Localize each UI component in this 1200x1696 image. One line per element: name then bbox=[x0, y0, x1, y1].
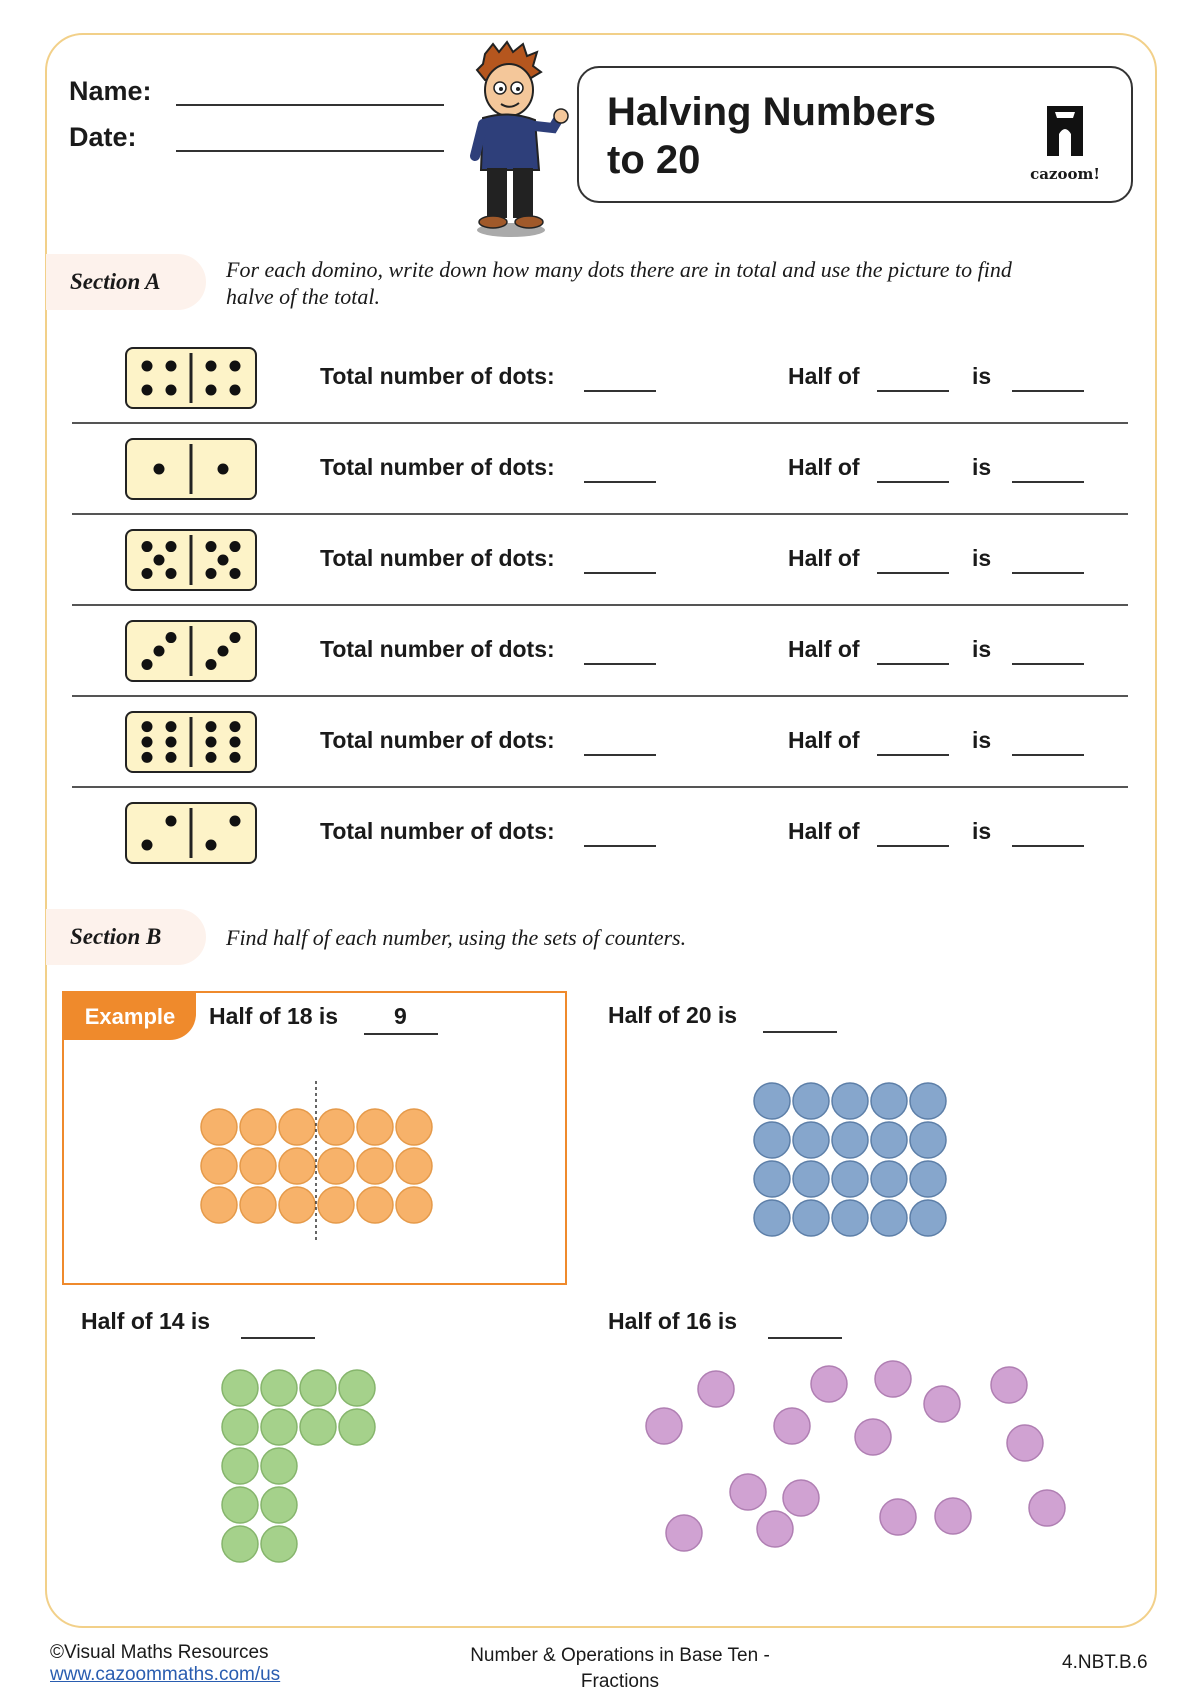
counter-purple bbox=[875, 1361, 911, 1397]
total-dots-answer-field[interactable] bbox=[584, 754, 656, 756]
total-dots-label: Total number of dots: bbox=[320, 727, 555, 753]
domino-row bbox=[72, 331, 1128, 424]
domino bbox=[125, 802, 257, 864]
domino-pip-left bbox=[142, 659, 153, 670]
name-field[interactable] bbox=[176, 104, 444, 106]
counter-purple bbox=[855, 1419, 891, 1455]
section-a-instruction-line-2: halve of the total. bbox=[226, 284, 380, 309]
example-box bbox=[62, 991, 567, 1285]
section-a-instruction bbox=[226, 256, 1012, 310]
domino-pip-left bbox=[166, 737, 177, 748]
worksheet-title bbox=[607, 88, 987, 184]
example-answer: 9 bbox=[394, 1003, 407, 1029]
counter-orange bbox=[318, 1187, 354, 1223]
counter-orange bbox=[201, 1109, 237, 1145]
counter-purple bbox=[730, 1474, 766, 1510]
domino-pip-right bbox=[206, 721, 217, 732]
title-box bbox=[577, 66, 1133, 203]
domino bbox=[125, 529, 257, 591]
counter-orange bbox=[318, 1109, 354, 1145]
half-of-label: Half of bbox=[788, 636, 860, 662]
counter-purple bbox=[924, 1386, 960, 1422]
counter-purple bbox=[935, 1498, 971, 1534]
domino-pip-left bbox=[142, 385, 153, 396]
counter-orange bbox=[279, 1109, 315, 1145]
counters-purple bbox=[600, 1355, 1120, 1595]
counter-purple bbox=[991, 1367, 1027, 1403]
title-line-2: to 20 bbox=[607, 138, 701, 182]
counter-purple bbox=[774, 1408, 810, 1444]
is-label: is bbox=[972, 818, 992, 844]
half-answer-field[interactable] bbox=[1012, 572, 1084, 574]
total-dots-answer-field[interactable] bbox=[584, 572, 656, 574]
counter-orange bbox=[279, 1187, 315, 1223]
domino-pip-left bbox=[166, 361, 177, 372]
counter-orange bbox=[396, 1109, 432, 1145]
logo-text: cazoom! bbox=[1030, 165, 1100, 183]
domino-pip-right bbox=[218, 646, 229, 657]
name-label: Name: bbox=[69, 76, 152, 106]
domino-pip-left bbox=[142, 568, 153, 579]
topic-line-2: Fractions bbox=[580, 1671, 660, 1692]
domino-pip-right bbox=[206, 385, 217, 396]
domino-pip-right bbox=[230, 632, 241, 643]
section-b-instruction: Find half of each number, using the sets of counters. bbox=[226, 925, 687, 950]
total-dots-answer-field[interactable] bbox=[584, 390, 656, 392]
domino-pip-right bbox=[230, 752, 241, 763]
counter-orange bbox=[201, 1148, 237, 1184]
counter-blue bbox=[793, 1083, 829, 1119]
is-label: is bbox=[972, 363, 992, 389]
counter-purple bbox=[646, 1408, 682, 1444]
example-question: Half of 18 is bbox=[209, 1003, 339, 1029]
logo-icon bbox=[1043, 104, 1087, 158]
counter-blue bbox=[754, 1083, 790, 1119]
half-of-number-field[interactable] bbox=[877, 572, 949, 574]
counter-orange bbox=[396, 1148, 432, 1184]
domino-pip-right bbox=[218, 555, 229, 566]
domino-pip-right bbox=[230, 721, 241, 732]
domino-pip-left bbox=[166, 568, 177, 579]
counter-green bbox=[222, 1526, 258, 1562]
half-of-label: Half of bbox=[788, 363, 860, 389]
counter-orange bbox=[357, 1187, 393, 1223]
domino-pip-right bbox=[230, 541, 241, 552]
counter-green bbox=[300, 1370, 336, 1406]
counter-green bbox=[300, 1409, 336, 1445]
example-counters bbox=[64, 993, 569, 1287]
counter-orange bbox=[240, 1187, 276, 1223]
counter-blue bbox=[793, 1200, 829, 1236]
total-dots-label: Total number of dots: bbox=[320, 545, 555, 571]
domino-pip-right bbox=[206, 361, 217, 372]
counter-orange bbox=[357, 1148, 393, 1184]
domino-pip-left bbox=[142, 541, 153, 552]
counter-purple bbox=[1029, 1490, 1065, 1526]
half-of-number-field[interactable] bbox=[877, 481, 949, 483]
counter-orange bbox=[240, 1148, 276, 1184]
section-b-tab: Section B bbox=[46, 909, 206, 965]
domino-pip-right bbox=[206, 840, 217, 851]
domino-row bbox=[72, 513, 1128, 606]
total-dots-label: Total number of dots: bbox=[320, 454, 555, 480]
half-of-label: Half of bbox=[788, 454, 860, 480]
total-dots-label: Total number of dots: bbox=[320, 636, 555, 662]
counter-blue bbox=[871, 1083, 907, 1119]
counter-blue bbox=[832, 1122, 868, 1158]
half-of-number-field[interactable] bbox=[877, 390, 949, 392]
domino-row bbox=[72, 786, 1128, 877]
domino bbox=[125, 347, 257, 409]
question-half-of-20: Half of 20 is bbox=[608, 1002, 738, 1028]
is-label: is bbox=[972, 727, 992, 753]
domino-row bbox=[72, 604, 1128, 697]
section-a-tab: Section A bbox=[46, 254, 206, 310]
half-of-label: Half of bbox=[788, 818, 860, 844]
domino-pip-left bbox=[142, 752, 153, 763]
counter-orange bbox=[201, 1187, 237, 1223]
domino-row bbox=[72, 695, 1128, 788]
half-of-label: Half of bbox=[788, 545, 860, 571]
counter-blue bbox=[871, 1200, 907, 1236]
counter-blue bbox=[832, 1200, 868, 1236]
counter-purple bbox=[1007, 1425, 1043, 1461]
counter-green bbox=[222, 1370, 258, 1406]
section-a-instruction-line-1: For each domino, write down how many dots there are in total and use the picture to find bbox=[226, 257, 1012, 282]
domino-pip-right bbox=[230, 385, 241, 396]
counters-blue bbox=[600, 1060, 1120, 1260]
title-line-1: Halving Numbers bbox=[607, 90, 936, 134]
domino-pip-right bbox=[206, 568, 217, 579]
domino-pip-right bbox=[230, 737, 241, 748]
total-dots-answer-field[interactable] bbox=[584, 845, 656, 847]
total-dots-answer-field[interactable] bbox=[584, 663, 656, 665]
copyright-text: ©Visual Maths Resources bbox=[50, 1642, 269, 1663]
domino-pip-right bbox=[230, 816, 241, 827]
counter-orange bbox=[279, 1148, 315, 1184]
answer-field-half-of-16[interactable] bbox=[768, 1337, 842, 1339]
counter-blue bbox=[910, 1083, 946, 1119]
counter-green bbox=[261, 1370, 297, 1406]
counter-green bbox=[339, 1370, 375, 1406]
counter-blue bbox=[871, 1122, 907, 1158]
domino-pip-left bbox=[142, 737, 153, 748]
domino-pip-left bbox=[166, 632, 177, 643]
half-of-number-field[interactable] bbox=[877, 754, 949, 756]
half-answer-field[interactable] bbox=[1012, 754, 1084, 756]
counters-green bbox=[60, 1355, 560, 1605]
cartoon-boy-illustration bbox=[455, 40, 575, 240]
counter-green bbox=[261, 1409, 297, 1445]
domino-pip-left bbox=[166, 385, 177, 396]
counter-purple bbox=[698, 1371, 734, 1407]
date-label: Date: bbox=[69, 122, 137, 152]
counter-purple bbox=[757, 1511, 793, 1547]
domino-pip-right bbox=[218, 464, 229, 475]
half-answer-field[interactable] bbox=[1012, 663, 1084, 665]
date-field[interactable] bbox=[176, 150, 444, 152]
counter-purple bbox=[811, 1366, 847, 1402]
half-of-number-field[interactable] bbox=[877, 845, 949, 847]
counter-orange bbox=[396, 1187, 432, 1223]
counter-purple bbox=[783, 1480, 819, 1516]
counter-green bbox=[261, 1526, 297, 1562]
counter-green bbox=[222, 1409, 258, 1445]
domino-pip-left bbox=[166, 816, 177, 827]
is-label: is bbox=[972, 636, 992, 662]
domino-row bbox=[72, 422, 1128, 515]
domino-pip-left bbox=[154, 646, 165, 657]
counter-blue bbox=[754, 1200, 790, 1236]
domino-pip-left bbox=[142, 721, 153, 732]
total-dots-label: Total number of dots: bbox=[320, 818, 555, 844]
domino-pip-right bbox=[206, 659, 217, 670]
counter-blue bbox=[871, 1161, 907, 1197]
counter-green bbox=[222, 1487, 258, 1523]
half-answer-field[interactable] bbox=[1012, 390, 1084, 392]
counter-orange bbox=[357, 1109, 393, 1145]
standard-code: 4.NBT.B.6 bbox=[1062, 1652, 1148, 1673]
counter-blue bbox=[910, 1200, 946, 1236]
half-answer-field[interactable] bbox=[1012, 845, 1084, 847]
domino-pip-left bbox=[154, 464, 165, 475]
domino-pip-right bbox=[206, 737, 217, 748]
domino-pip-left bbox=[166, 541, 177, 552]
counter-green bbox=[222, 1448, 258, 1484]
counter-blue bbox=[793, 1122, 829, 1158]
counter-orange bbox=[240, 1109, 276, 1145]
counter-blue bbox=[793, 1161, 829, 1197]
counter-blue bbox=[910, 1161, 946, 1197]
total-dots-answer-field[interactable] bbox=[584, 481, 656, 483]
total-dots-label: Total number of dots: bbox=[320, 363, 555, 389]
domino-pip-left bbox=[166, 721, 177, 732]
is-label: is bbox=[972, 454, 992, 480]
domino-pip-left bbox=[142, 361, 153, 372]
domino bbox=[125, 711, 257, 773]
cazoom-logo bbox=[1019, 104, 1111, 183]
example-tab: Example bbox=[64, 993, 196, 1040]
counter-blue bbox=[832, 1083, 868, 1119]
domino-pip-right bbox=[206, 541, 217, 552]
counter-green bbox=[261, 1487, 297, 1523]
domino-pip-left bbox=[154, 555, 165, 566]
counter-blue bbox=[754, 1161, 790, 1197]
counter-green bbox=[261, 1448, 297, 1484]
is-label: is bbox=[972, 545, 992, 571]
question-half-of-16: Half of 16 is bbox=[608, 1308, 738, 1334]
domino-pip-left bbox=[166, 752, 177, 763]
counter-blue bbox=[832, 1161, 868, 1197]
counter-blue bbox=[910, 1122, 946, 1158]
domino bbox=[125, 620, 257, 682]
counter-purple bbox=[880, 1499, 916, 1535]
half-answer-field[interactable] bbox=[1012, 481, 1084, 483]
domino-pip-right bbox=[206, 752, 217, 763]
answer-field-half-of-20[interactable] bbox=[763, 1031, 837, 1033]
domino-pip-right bbox=[230, 361, 241, 372]
domino-pip-right bbox=[230, 568, 241, 579]
counter-blue bbox=[754, 1122, 790, 1158]
half-of-number-field[interactable] bbox=[877, 663, 949, 665]
counter-orange bbox=[318, 1148, 354, 1184]
half-of-label: Half of bbox=[788, 727, 860, 753]
domino-pip-left bbox=[142, 840, 153, 851]
website-link[interactable]: www.cazoommaths.com/us bbox=[50, 1664, 281, 1685]
topic-text bbox=[420, 1643, 820, 1695]
counter-green bbox=[339, 1409, 375, 1445]
domino bbox=[125, 438, 257, 500]
answer-field-half-of-14[interactable] bbox=[241, 1337, 315, 1339]
question-half-of-14: Half of 14 is bbox=[81, 1308, 211, 1334]
topic-line-1: Number & Operations in Base Ten - bbox=[470, 1645, 770, 1666]
counter-purple bbox=[666, 1515, 702, 1551]
